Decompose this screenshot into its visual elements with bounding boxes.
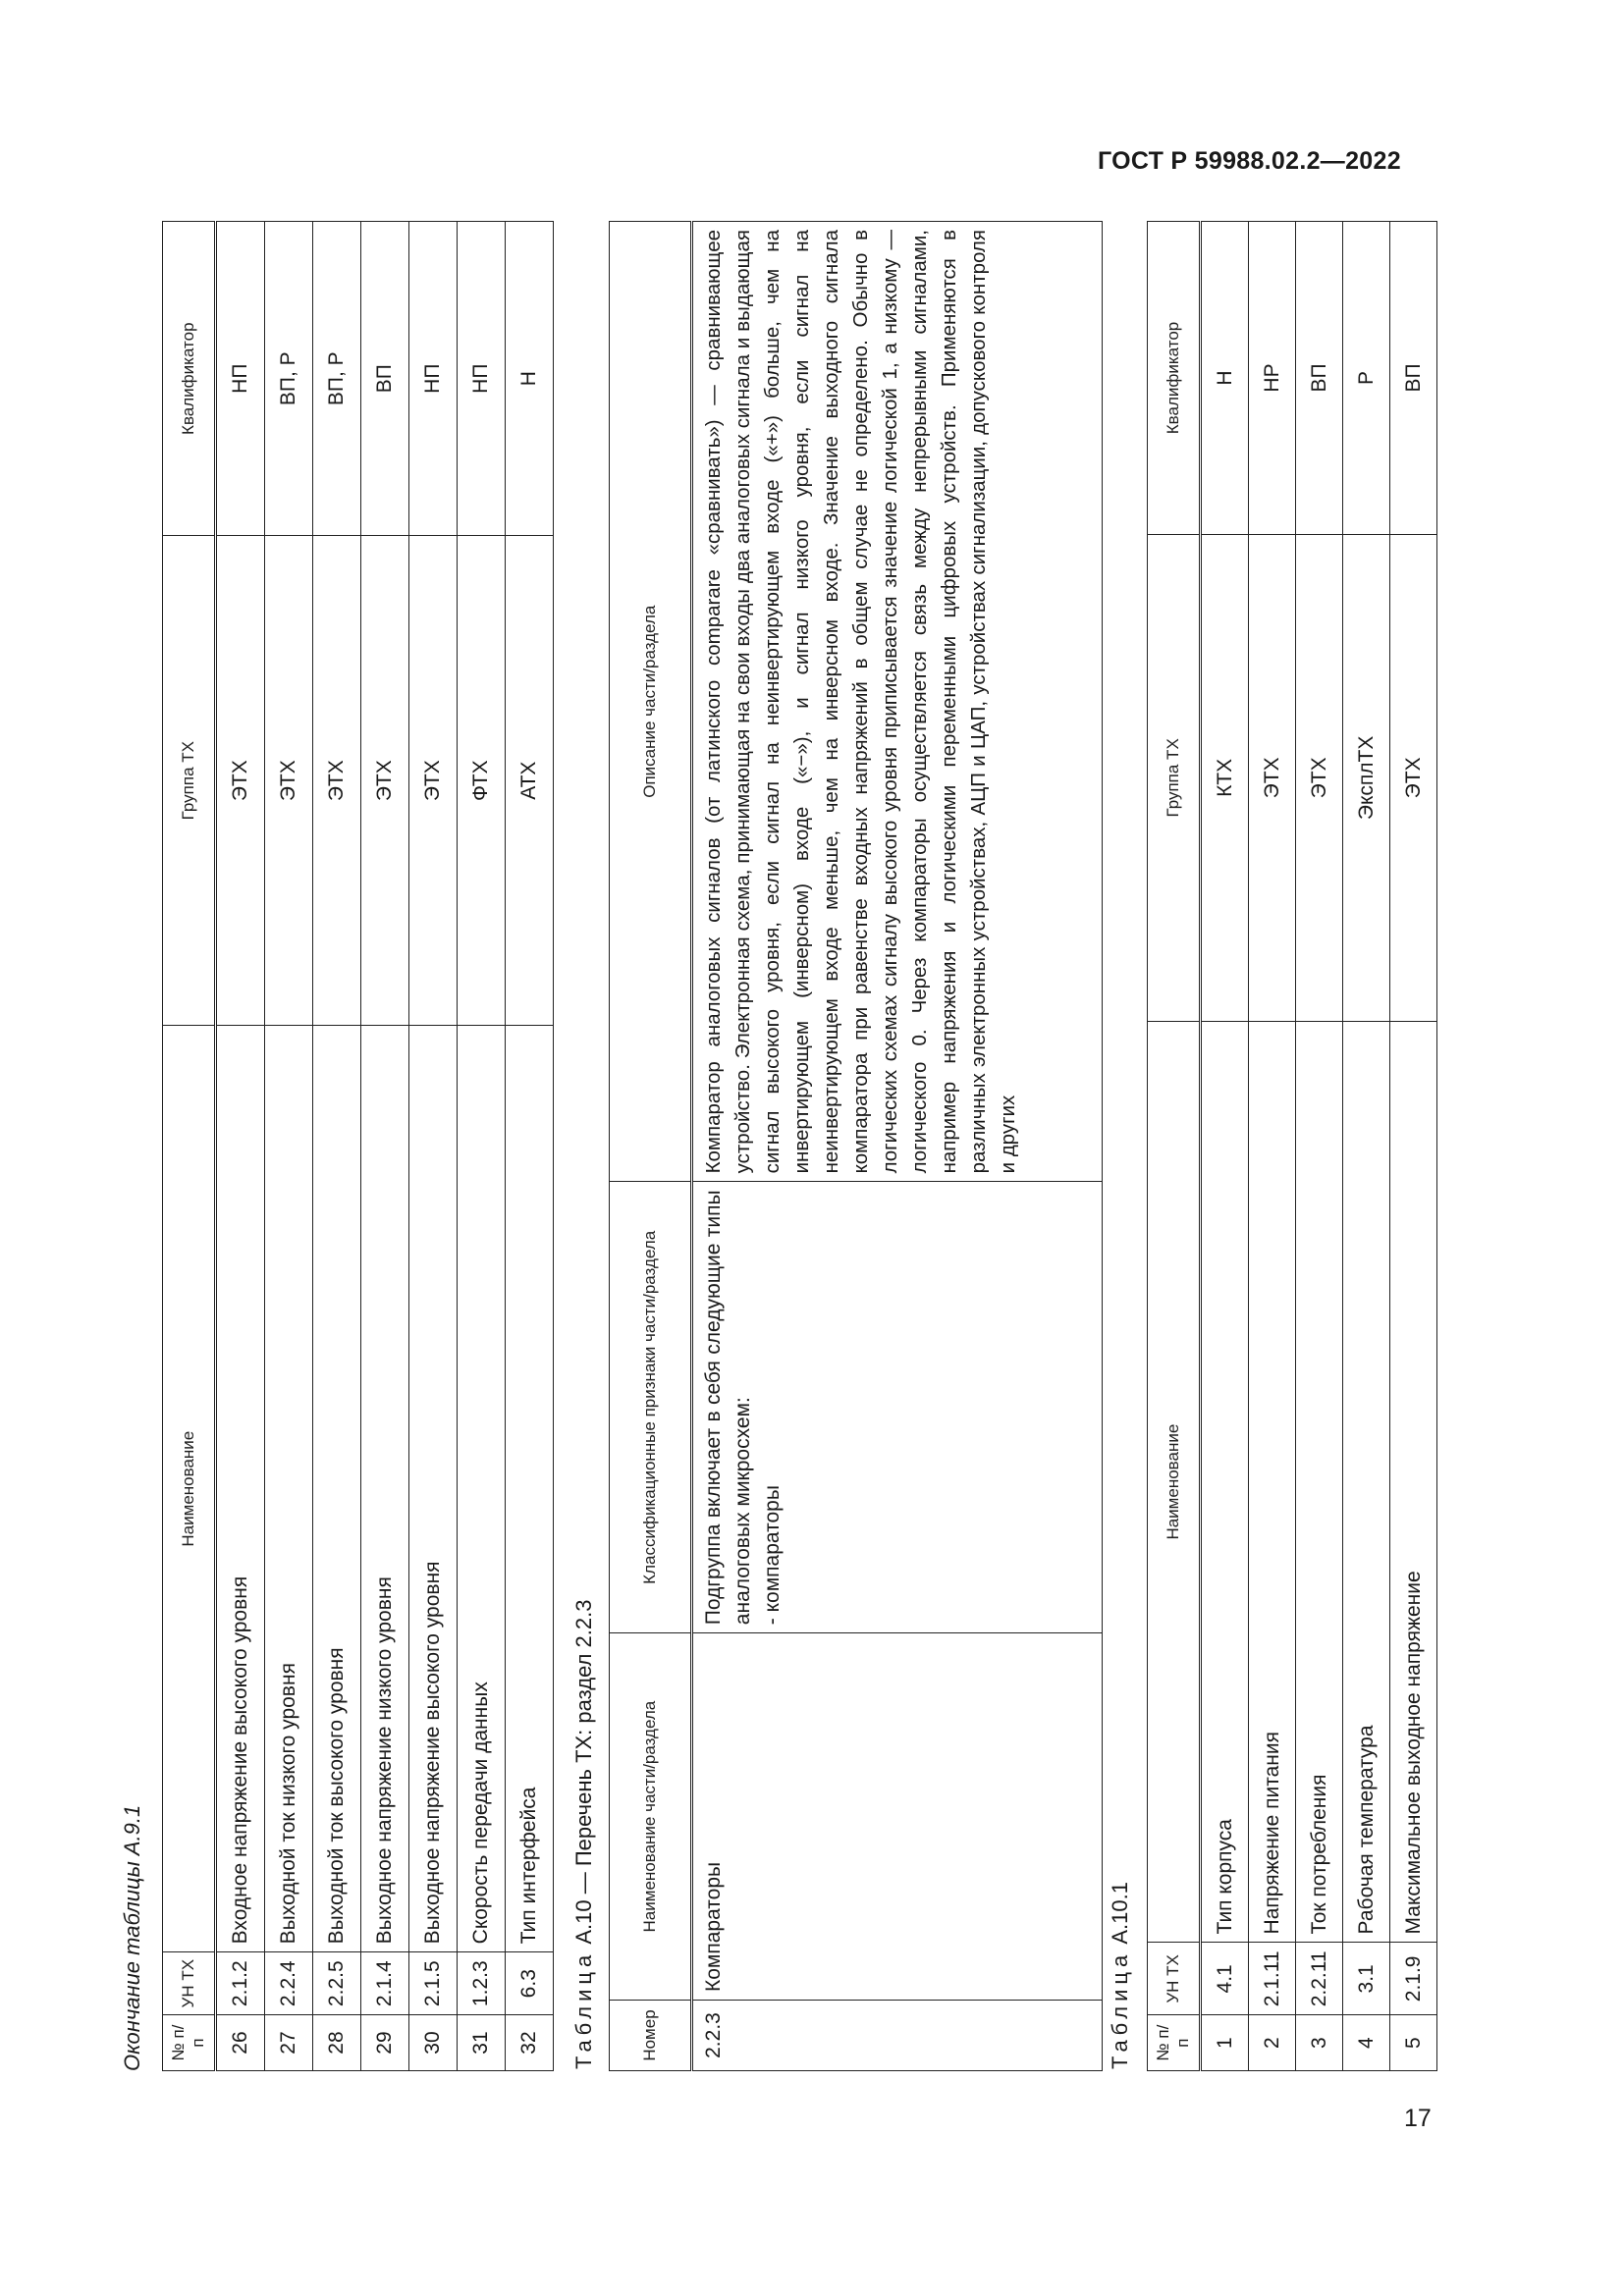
table-a101-caption-prefix: Таблица [1108, 1949, 1132, 2069]
cell-name: Рабочая температура [1343, 1021, 1390, 1943]
page-number: 17 [1404, 2105, 1432, 2132]
cell-code: 2.1.5 [409, 1952, 458, 2015]
cell-qualifier: НР [1249, 222, 1296, 535]
rotated-page-content [108, 216, 1443, 2071]
cell-group: ЭТХ [1390, 534, 1437, 1021]
cell-number: 31 [458, 2015, 506, 2071]
table-row [1390, 222, 1437, 2071]
col-header-name: Наименование [163, 1025, 216, 1951]
cell-code: 4.1 [1201, 1943, 1249, 2015]
col-header-group: Группа ТХ [163, 536, 216, 1026]
cell-code: 2.2.4 [265, 1952, 313, 2015]
cell-code: 2.1.2 [216, 1952, 265, 2015]
table-row [1343, 222, 1390, 2071]
cell-code: 3.1 [1343, 1943, 1390, 2015]
cell-number: 5 [1390, 2015, 1437, 2071]
cell-number: 4 [1343, 2015, 1390, 2071]
cell-name: Максимальное выходное напряжение [1390, 1021, 1437, 1943]
cell-number: 28 [313, 2015, 361, 2071]
classification-list-item: - компараторы [761, 1485, 784, 1626]
table-header-row [1148, 222, 1201, 2071]
table-row [265, 222, 313, 2071]
col-header-number: № п/п [163, 2015, 216, 2071]
standard-code: ГОСТ Р 59988.02.2—2022 [1098, 147, 1401, 175]
cell-qualifier: ВП, Р [313, 222, 361, 536]
cell-code: 1.2.3 [458, 1952, 506, 2015]
table-row [692, 222, 1103, 2071]
cell-qualifier: Н [1201, 222, 1249, 535]
table-a91 [162, 221, 554, 2071]
table-row [506, 222, 554, 2071]
col-header-name: Наименование [1148, 1021, 1201, 1943]
cell-number: 30 [409, 2015, 458, 2071]
cell-group: ЭТХ [313, 536, 361, 1026]
cell-group: ЭТХ [1296, 534, 1343, 1021]
col-header-qualifier: Квалификатор [163, 222, 216, 536]
table-a91-caption: Окончание таблицы А.9.1 [120, 1804, 144, 2071]
cell-number: 2 [1249, 2015, 1296, 2071]
cell-group: ЭТХ [361, 536, 409, 1026]
cell-code: 6.3 [506, 1952, 554, 2015]
table-row [313, 222, 361, 2071]
cell-description: Компаратор аналоговых сигналов (от латинского comparare «сравнивать») — сравнивающее устройство. Электронная схема, принимающая на свои входы два аналоговых сигнала и выдающая сигнал высокого уровня, если сигнал на неинвертирующем входе («+») больше, чем на инвертирующем (инверсном) входе («−»), и сигнал низкого уровня, если сигнал на неинвертирующем входе меньше, чем на инверсном входе. Значение выходного сигнала компаратора при равенстве входных напряжений в общем случае не определено. Обычно в логических схемах сигналу высокого уровня приписывается значение логической 1, а низкому — логического 0. Через компараторы осуществляется связь между непрерывными сигналами, например напряжения и логическими переменными цифровых устройств. Применяются в различных электронных устройствах, АЦП и ЦАП, устройствах сигнализации, допускового контроля и других [692, 222, 1103, 1182]
table-row [409, 222, 458, 2071]
cell-group: ЭТХ [1249, 534, 1296, 1021]
table-a101-caption [1108, 1882, 1133, 2069]
col-header-code: УН ТХ [1148, 1943, 1201, 2015]
col-header-number: Номер [610, 2001, 692, 2071]
cell-qualifier: НП [409, 222, 458, 536]
table-a10-caption-prefix: Таблица [571, 1949, 596, 2069]
cell-number: 1 [1201, 2015, 1249, 2071]
table-a10-caption-text: А.10 — Перечень ТХ: раздел 2.2.3 [571, 1599, 596, 1950]
cell-group: ЭТХ [409, 536, 458, 1026]
col-header-part-name: Наименование части/раздела [610, 1633, 692, 2001]
cell-qualifier: ВП [1296, 222, 1343, 535]
col-header-group: Группа ТХ [1148, 534, 1201, 1021]
cell-name: Тип интерфейса [506, 1025, 554, 1951]
cell-name: Тип корпуса [1201, 1021, 1249, 1943]
cell-number: 29 [361, 2015, 409, 2071]
table-a10 [609, 221, 1103, 2071]
cell-group: ЭТХ [216, 536, 265, 1026]
cell-code: 2.2.5 [313, 1952, 361, 2015]
cell-name: Выходное напряжение низкого уровня [361, 1025, 409, 1951]
table-header-row [610, 222, 692, 2071]
cell-group: КТХ [1201, 534, 1249, 1021]
col-header-number: № п/п [1148, 2015, 1201, 2071]
cell-name: Ток потребления [1296, 1021, 1343, 1943]
cell-name: Выходной ток высокого уровня [313, 1025, 361, 1951]
cell-group: ФТХ [458, 536, 506, 1026]
cell-group: АТХ [506, 536, 554, 1026]
cell-classification [692, 1182, 1103, 1633]
col-header-code: УН ТХ [163, 1952, 216, 2015]
cell-name: Выходной ток низкого уровня [265, 1025, 313, 1951]
cell-qualifier: ВП [1390, 222, 1437, 535]
cell-group: ЭТХ [265, 536, 313, 1026]
cell-code: 2.1.9 [1390, 1943, 1437, 2015]
cell-number: 27 [265, 2015, 313, 2071]
cell-part-name: Компараторы [692, 1633, 1103, 2001]
classification-text: Подгруппа включает в себя следующие типы аналоговых микросхем: [702, 1190, 754, 1626]
cell-qualifier: НП [458, 222, 506, 536]
table-a101-caption-text: А.10.1 [1108, 1882, 1132, 1950]
cell-number: 3 [1296, 2015, 1343, 2071]
table-row [458, 222, 506, 2071]
cell-qualifier: НП [216, 222, 265, 536]
table-header-row [163, 222, 216, 2071]
table-row [1201, 222, 1249, 2071]
cell-qualifier: ВП, Р [265, 222, 313, 536]
table-row [1249, 222, 1296, 2071]
col-header-qualifier: Квалификатор [1148, 222, 1201, 535]
table-a10-caption [571, 1600, 597, 2069]
cell-name: Напряжение питания [1249, 1021, 1296, 1943]
cell-name: Выходное напряжение высокого уровня [409, 1025, 458, 1951]
cell-code: 2.1.11 [1249, 1943, 1296, 2015]
col-header-classification: Классификационные признаки части/раздела [610, 1182, 692, 1633]
cell-name: Скорость передачи данных [458, 1025, 506, 1951]
cell-code: 2.1.4 [361, 1952, 409, 2015]
cell-code: 2.2.11 [1296, 1943, 1343, 2015]
table-row [361, 222, 409, 2071]
col-header-description: Описание части/раздела [610, 222, 692, 1182]
table-a101 [1147, 221, 1437, 2071]
cell-qualifier: ВП [361, 222, 409, 536]
cell-number: 2.2.3 [692, 2001, 1103, 2071]
cell-number: 32 [506, 2015, 554, 2071]
cell-number: 26 [216, 2015, 265, 2071]
cell-name: Входное напряжение высокого уровня [216, 1025, 265, 1951]
table-row [1296, 222, 1343, 2071]
cell-qualifier: Н [506, 222, 554, 536]
cell-qualifier: Р [1343, 222, 1390, 535]
table-row [216, 222, 265, 2071]
cell-group: ЭксплТХ [1343, 534, 1390, 1021]
